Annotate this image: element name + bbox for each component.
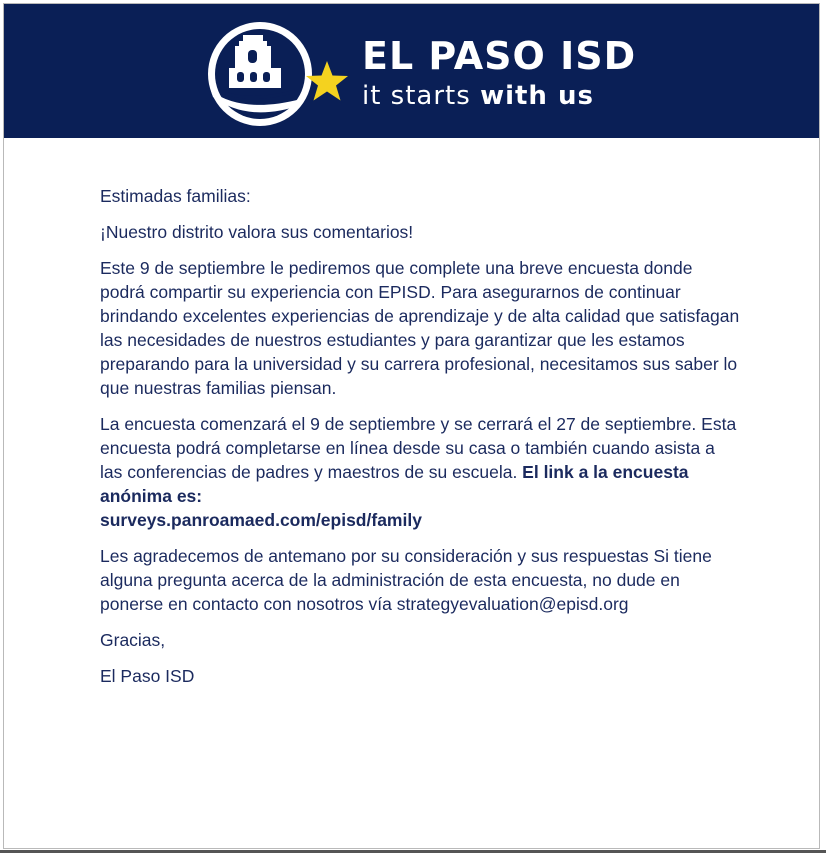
headline: ¡Nuestro distrito valora sus comentarios! (100, 222, 414, 242)
letter-body (100, 184, 740, 700)
star-icon (306, 61, 348, 101)
survey-link[interactable]: surveys.panroamaed.com/episd/family (100, 510, 422, 530)
signature: El Paso ISD (100, 666, 195, 686)
survey-link-label: El link a la encuesta anónima es: (100, 462, 689, 506)
survey-dates-text: La encuesta comenzará el 9 de septiembre y se cerrará el 27 de septiembre. Esta encuesta podrá completarse en línea desde su casa o también cuando asista a las conferencias de padres y maestros de su escuela. (100, 414, 737, 482)
closing: Gracias, (100, 630, 166, 650)
header-banner (4, 4, 819, 138)
tagline-part1: it starts (362, 81, 481, 111)
paragraph-contact: Les agradecemos de antemano por su consideración y sus respuestas Si tiene alguna pregunta acerca de la administración de esta encuesta, no dude en ponerse en contacto con nosotros vía strategyevaluation@episd.org (100, 546, 712, 614)
paragraph-survey-dates (100, 412, 740, 532)
paragraph-survey-intro: Este 9 de septiembre le pediremos que complete una breve encuesta donde podrá compartir su experiencia con EPISD. Para asegurarnos de continuar brindando excelentes experiencias de aprendizaje y de alta calidad que satisfagan las necesidades de nuestros estudiantes y para garantizar que les estamos preparando para la universidad y su carrera profesional, necesitamos sus saber lo que nuestras familias piensan. (100, 258, 740, 398)
brand-name: EL PASO ISD (362, 34, 637, 78)
tagline (362, 80, 594, 112)
greeting: Estimadas familias: (100, 186, 251, 206)
document-page (3, 3, 820, 849)
tagline-part2: with us (480, 81, 594, 111)
el-paso-isd-logo (203, 19, 355, 129)
